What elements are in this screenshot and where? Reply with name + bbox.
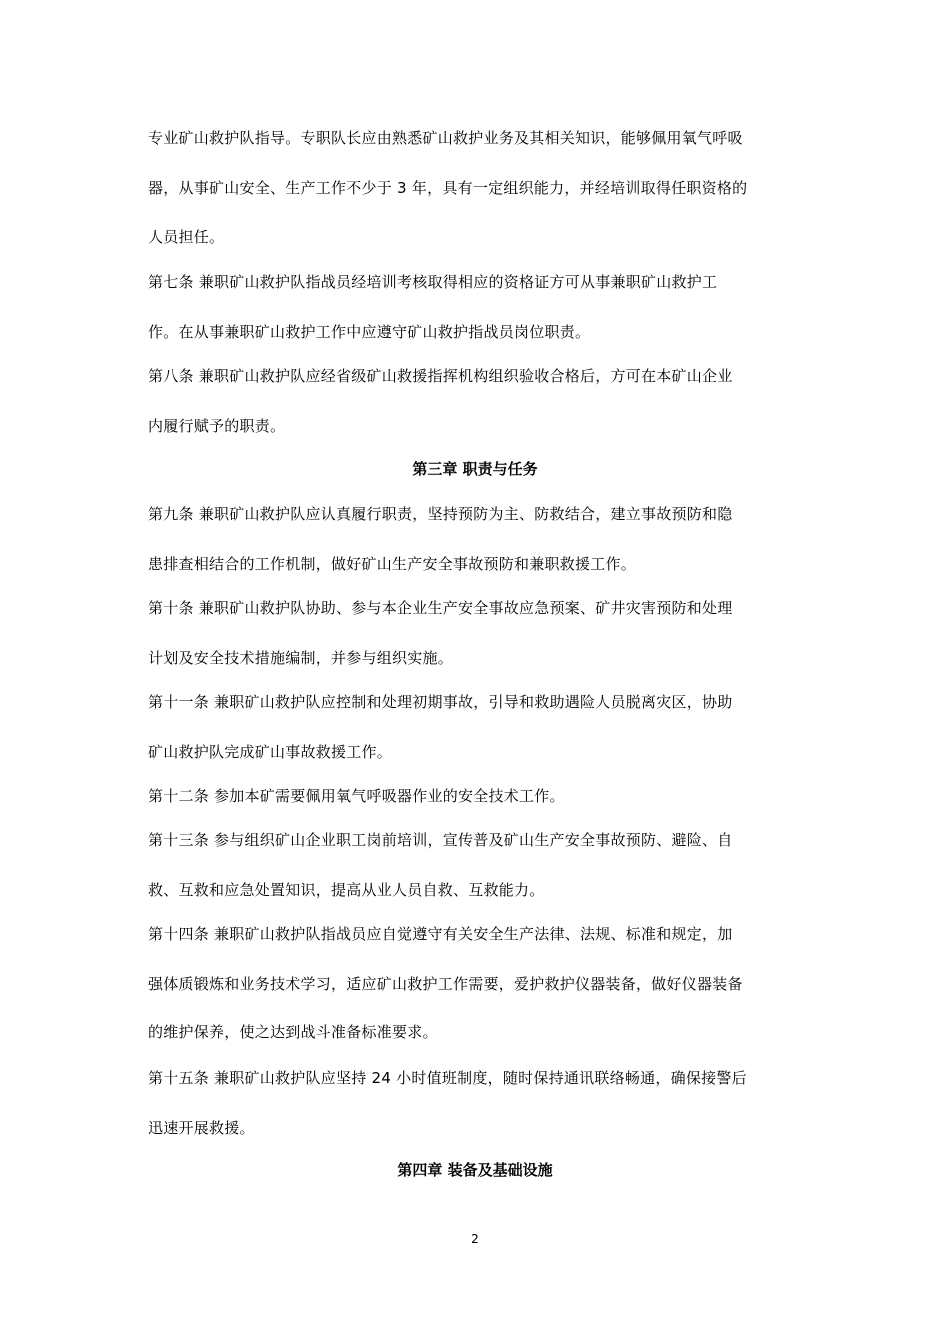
chapter-4-heading: 第四章 装备及基础设施 (397, 1161, 553, 1179)
body-text-line: 患排查相结合的工作机制，做好矿山生产安全事故预防和兼职救援工作。 (148, 555, 637, 573)
body-text-line: 计划及安全技术措施编制，并参与组织实施。 (148, 649, 454, 667)
body-text-line: 救、互救和应急处置知识，提高从业人员自救、互救能力。 (148, 881, 545, 899)
body-text-line: 专业矿山救护队指导。专职队长应由熟悉矿山救护业务及其相关知识，能够佩用氧气呼吸 (148, 129, 743, 147)
chapter-3-heading: 第三章 职责与任务 (412, 460, 538, 478)
body-text-line: 人员担任。 (148, 228, 225, 246)
article-7-line: 第七条 兼职矿山救护队指战员经培训考核取得相应的资格证方可从事兼职矿山救护工 (148, 273, 718, 291)
article-11-line: 第十一条 兼职矿山救护队应控制和处理初期事故，引导和救助遇险人员脱离灾区，协助 (148, 693, 733, 711)
article-9-line: 第九条 兼职矿山救护队应认真履行职责，坚持预防为主、防救结合，建立事故预防和隐 (148, 505, 733, 523)
article-13-line: 第十三条 参与组织矿山企业职工岗前培训，宣传普及矿山生产安全事故预防、避险、自 (148, 831, 733, 849)
article-10-line: 第十条 兼职矿山救护队协助、参与本企业生产安全事故应急预案、矿井灾害预防和处理 (148, 599, 733, 617)
body-text-line: 强体质锻炼和业务技术学习，适应矿山救护工作需要，爱护救护仪器装备，做好仪器装备 (148, 975, 743, 993)
article-14-line: 第十四条 兼职矿山救护队指战员应自觉遵守有关安全生产法律、法规、标准和规定，加 (148, 925, 733, 943)
body-text-line: 内履行赋予的职责。 (148, 417, 286, 435)
body-text-line: 矿山救护队完成矿山事故救援工作。 (148, 743, 393, 761)
article-12-line: 第十二条 参加本矿需要佩用氧气呼吸器作业的安全技术工作。 (148, 787, 565, 805)
page-number: 2 (471, 1232, 479, 1246)
body-text-line: 的维护保养，使之达到战斗准备标准要求。 (148, 1023, 438, 1041)
body-text-line: 作。在从事兼职矿山救护工作中应遵守矿山救护指战员岗位职责。 (148, 323, 591, 341)
body-text-line: 迅速开展救援。 (148, 1119, 255, 1137)
article-15-line: 第十五条 兼职矿山救护队应坚持 24 小时值班制度，随时保持通讯联络畅通，确保接警后 (148, 1069, 747, 1087)
body-text-line: 器，从事矿山安全、生产工作不少于 3 年，具有一定组织能力，并经培训取得任职资格的 (148, 179, 748, 197)
article-8-line: 第八条 兼职矿山救护队应经省级矿山救援指挥机构组织验收合格后，方可在本矿山企业 (148, 367, 733, 385)
